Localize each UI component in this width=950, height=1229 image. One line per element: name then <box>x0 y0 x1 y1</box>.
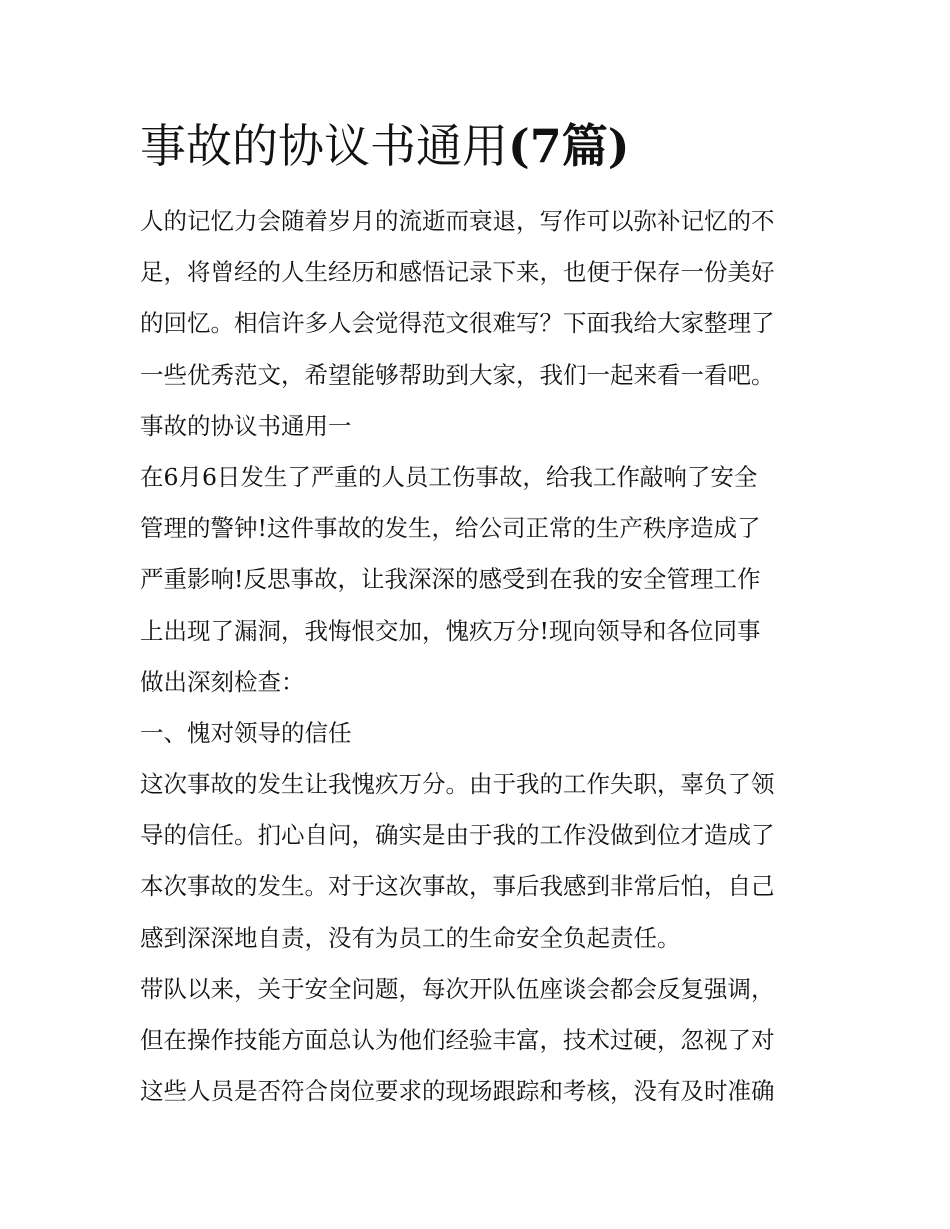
document-title-count: (7篇) <box>508 119 630 173</box>
body-line: 严重影响!反思事故，让我深深的感受到在我的安全管理工作 <box>140 565 761 594</box>
body-line: 但在操作技能方面总认为他们经验丰富，技术过硬，忽视了对 <box>140 1026 775 1054</box>
body-line: 在6月6日发生了严重的人员工伤事故，给我工作敲响了安全 <box>140 462 758 491</box>
body-line: 这些人员是否符合岗位要求的现场跟踪和考核，没有及时准确 <box>140 1077 775 1106</box>
body-line: 导的信任。扪心自问，确实是由于我的工作没做到位才造成了 <box>140 821 775 850</box>
body-line: 管理的警钟!这件事故的发生，给公司正常的生产秩序造成了 <box>140 514 761 543</box>
body-line: 做出深刻检查： <box>140 667 305 696</box>
body-line: 感到深深地自责，没有为员工的生命安全负起责任。 <box>140 923 681 952</box>
document-title <box>140 112 840 180</box>
body-line: 足，将曾经的人生经历和感悟记录下来，也便于保存一份美好 <box>140 258 775 287</box>
body-line: 本次事故的发生。对于这次事故，事后我感到非常后怕，自己 <box>140 872 775 901</box>
section-heading: 事故的协议书通用一 <box>140 411 352 440</box>
body-line: 这次事故的发生让我愧疚万分。由于我的工作失职，辜负了领 <box>140 770 775 799</box>
body-line: 上出现了漏洞，我悔恨交加，愧疚万分!现向领导和各位同事 <box>140 616 761 645</box>
body-line: 的回忆。相信许多人会觉得范文很难写？下面我给大家整理了 <box>140 309 775 338</box>
body-line: 人的记忆力会随着岁月的流逝而衰退，写作可以弥补记忆的不 <box>140 207 775 235</box>
body-line: 一些优秀范文，希望能够帮助到大家，我们一起来看一看吧。 <box>140 360 775 389</box>
document-body <box>140 196 820 1117</box>
body-line: 带队以来，关于安全问题，每次开队伍座谈会都会反复强调， <box>140 974 775 1003</box>
document-title-text: 事故的协议书通用 <box>140 119 508 173</box>
subsection-heading: 一、愧对领导的信任 <box>140 718 352 747</box>
